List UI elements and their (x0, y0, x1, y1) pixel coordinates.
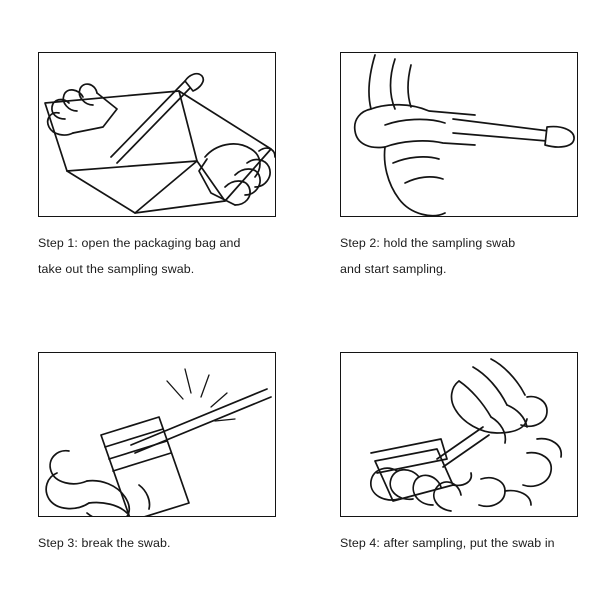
step-1-caption-line-2: take out the sampling swab. (38, 262, 195, 276)
step-1-illustration-panel (38, 52, 276, 217)
step-1-caption-line-1: Step 1: open the packaging bag and (38, 236, 241, 250)
break-swab-icon (39, 353, 275, 516)
step-cell-3 (0, 300, 300, 600)
step-3-illustration-panel (38, 352, 276, 517)
step-cell-4 (300, 300, 600, 600)
put-swab-in-tube-icon (341, 353, 577, 516)
step-1-caption (38, 230, 290, 282)
step-2-caption-line-2: and start sampling. (340, 262, 447, 276)
step-2-caption-line-1: Step 2: hold the sampling swab (340, 236, 516, 250)
step-4-illustration-panel (340, 352, 578, 517)
step-3-caption-line-1: Step 3: break the swab. (38, 536, 171, 550)
step-cell-2 (300, 0, 600, 300)
step-2-caption (340, 230, 592, 282)
step-4-caption-line-1: Step 4: after sampling, put the swab in (340, 536, 555, 550)
step-3-caption (38, 530, 290, 556)
step-2-illustration-panel (340, 52, 578, 217)
step-cell-1 (0, 0, 300, 300)
hand-opening-packaging-bag-icon (39, 53, 275, 216)
hand-holding-swab-icon (341, 53, 577, 216)
step-4-caption (340, 530, 592, 556)
